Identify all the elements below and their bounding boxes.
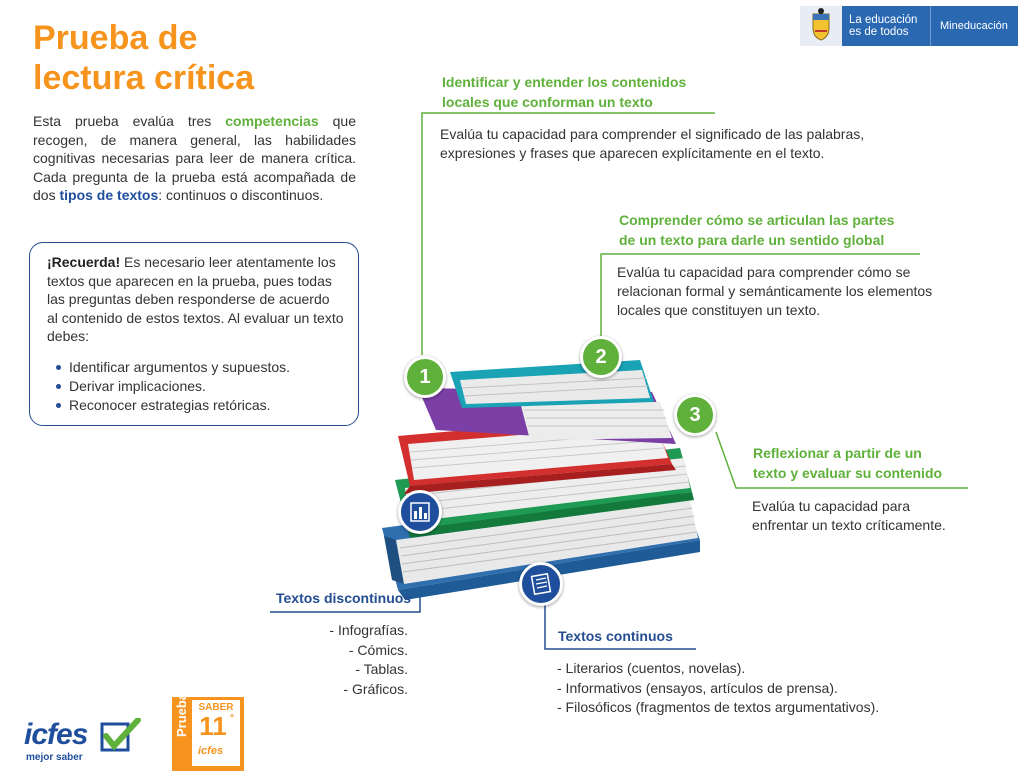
competencia-3-heading: [753, 443, 942, 483]
intro-text-1: Esta prueba evalúa tres: [33, 113, 226, 129]
competencia-2-heading-line1: Comprender cómo se articulan las partes: [619, 212, 895, 228]
recuerda-label: ¡Recuerda!: [47, 254, 121, 270]
gov-slogan-line2: es de todos: [849, 26, 909, 38]
saber11-grade-suffix: °: [230, 713, 234, 724]
continuos-heading: Textos continuos: [558, 628, 673, 644]
competencia-1-desc-line1: Evalúa tu capacidad para comprender el significado de las palabras,: [440, 126, 865, 142]
badge-2-label: 2: [595, 346, 607, 368]
saber11-grade: 11: [199, 711, 227, 741]
intro-highlight-competencias: competencias: [225, 113, 319, 129]
competencia-3-heading-line1: Reflexionar a partir de un: [753, 445, 922, 461]
competencia-2-desc-line2: relacionan formal y semánticamente los elementos: [617, 283, 933, 299]
competencia-3-desc-line1: Evalúa tu capacidad para: [752, 498, 910, 514]
number-badge-1: [404, 356, 446, 398]
list-item: Derivar implicaciones.: [47, 377, 344, 396]
page-title-line2: lectura crítica: [33, 59, 255, 97]
continuos-list: [557, 659, 879, 718]
competencia-1-description: [440, 125, 864, 163]
competencia-2-desc-line3: locales que constituyen un texto.: [617, 302, 821, 318]
chart-icon: [398, 490, 442, 534]
intro-text-2: que recogen, de manera general, las habilidades cognitivas necesarias para leer de manera crítica. Cada pregunta de la prueba está acompañada de dos: [33, 113, 356, 203]
competencia-3-description: [752, 497, 946, 535]
competencia-2-description: [617, 263, 932, 320]
list-item: - Gráficos.: [343, 680, 408, 697]
discontinuos-list: [290, 621, 408, 699]
badge-3-label: 3: [689, 404, 701, 426]
competencia-2-heading-line2: de un texto para darle un sentido global: [619, 232, 885, 248]
list-item: - Cómics.: [348, 641, 408, 658]
page-title-line1: Prueba de: [33, 19, 198, 57]
gov-ministry: Mineducación: [940, 20, 1008, 32]
number-badge-3: [674, 394, 716, 436]
list-item: - Tablas.: [355, 661, 408, 677]
intro-highlight-tipos: tipos de textos: [59, 187, 159, 203]
intro-text-3: : continuos o discontinuos.: [158, 187, 324, 203]
competencia-2-desc-line1: Evalúa tu capacidad para comprender cómo se: [617, 264, 911, 280]
competencia-1-heading: [442, 72, 686, 112]
icfes-logo: [24, 716, 144, 766]
document-icon: [519, 562, 563, 606]
saber11-pruebas: Pruebas: [174, 685, 189, 737]
number-badge-2: [580, 336, 622, 378]
icfes-wordmark: icfes: [24, 718, 88, 751]
competencia-1-desc-line2: expresiones y frases que aparecen explícitamente en el texto.: [440, 145, 825, 161]
saber11-saber: SABER: [198, 702, 234, 713]
check-icon: [100, 718, 142, 754]
discontinuos-heading: Textos discontinuos: [276, 590, 412, 606]
saber11-icfes: icfes: [198, 745, 224, 757]
competencia-2-heading: [619, 210, 894, 250]
competencia-3-desc-line2: enfrentar un texto críticamente.: [752, 517, 946, 533]
icfes-tagline: mejor saber: [26, 752, 83, 763]
list-item: Identificar argumentos y supuestos.: [47, 358, 344, 377]
list-item: - Literarios (cuentos, novelas).: [557, 660, 746, 676]
competencia-1-heading-line2: locales que conforman un texto: [442, 94, 653, 110]
badge-1-label: 1: [419, 366, 431, 388]
list-item: - Infografías.: [329, 622, 408, 638]
competencia-1-heading-line1: Identificar y entender los contenidos: [442, 74, 687, 90]
list-item: - Filosóficos (fragmentos de textos argumentativos).: [557, 699, 880, 715]
list-item: - Informativos (ensayos, artículos de prensa).: [557, 679, 838, 696]
gov-slogan-line1: La educación: [849, 14, 918, 26]
list-item: Reconocer estrategias retóricas.: [47, 396, 344, 415]
recuerda-body: Es necesario leer atentamente los textos que aparecen en la prueba, pues todas las preguntas deben responderse de acuerdo al contenido de estos textos. Al evaluar un texto debes:: [47, 254, 344, 344]
competencia-3-heading-line2: texto y evaluar su contenido: [753, 465, 943, 481]
saber11-logo: [172, 685, 244, 771]
book-teal: [450, 360, 654, 408]
